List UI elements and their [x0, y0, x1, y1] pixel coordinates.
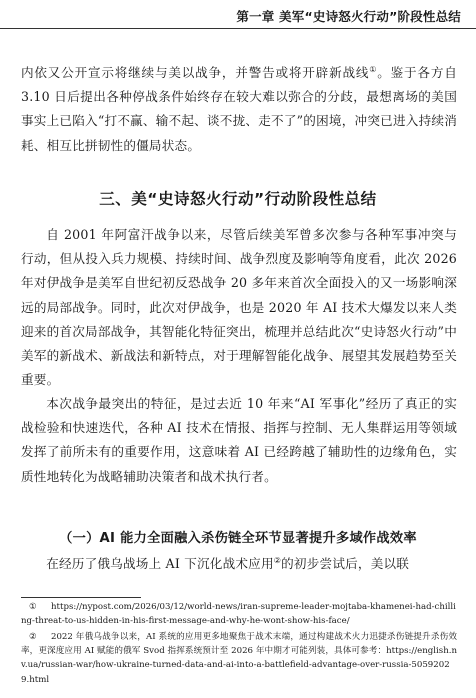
footnote-2-number: ②	[29, 632, 37, 642]
body-paragraph-1	[21, 61, 457, 158]
paragraph-4-text-a: 在经历了俄乌战场上 AI 下沉化战术应用	[46, 556, 274, 571]
footnote-2-text: 2022 年俄乌战争以来，AI 系统的应用更多地聚焦于战术末端，通过构建战术火力迅捷杀伤链提升杀伤效率，更深度应用 AI 赋能的俄军 Svod 指挥系统预计至 2026 年中期才可能列装，具体可参考：https://english.nv.ua/russian-war/how-ukraine-turned-data-and-ai-into-a-battlefield-advantage-over-russia-50592029.html	[21, 632, 457, 685]
body-paragraph-4	[21, 552, 457, 576]
footnote-1-number: ①	[29, 602, 37, 612]
footnote-rule	[21, 597, 141, 598]
paragraph-1-text-a: 内依又公开宣示将继续与美以战争，并警告或将开辟新战线	[21, 65, 370, 80]
footnote-2	[21, 630, 457, 687]
body-paragraph-3: 本次战争最突出的特征，是过去近 10 年来“AI 军事化”经历了真正的实战检验和快速迭代，各种 AI 技术在情报、指挥与控制、无人集群运用等领域发挥了前所未有的重要作用，这意味着 AI 已经跨越了辅助性的边缘角色，实质性地转化为战略辅助决策者和战术执行者。	[21, 396, 457, 484]
paragraph-1-text-b: 。鉴于各方自 3.10 日后提出各种停战条件始终存在较大难以弥合的分歧，最想离场的美国事实上已陷入“打不赢、输不起、谈不拢、走不了”的困境，冲突已进入持续消耗、相互比拼韧性的僵局状态。	[21, 65, 458, 153]
footnote-ref-1[interactable]: ①	[369, 64, 378, 74]
footnote-1	[21, 600, 457, 628]
header-rule	[0, 28, 476, 29]
footnote-1-text[interactable]: https://nypost.com/2026/03/12/world-news/iran-supreme-leader-mojtaba-khamenei-had-chilling-threat-to-us-hidden-in-his-first-message-and-why-he-wont-show-his-face/	[21, 602, 456, 627]
subsection-title: （一）AI 能力全面融入杀伤链全环节显著提升多域作战效率	[59, 531, 417, 546]
running-header: 第一章 美军“史诗怒火行动”阶段性总结	[236, 9, 461, 24]
paragraph-4-text-b: 的初步尝试后，美以联	[281, 556, 410, 571]
body-paragraph-2: 自 2001 年阿富汗战争以来，尽管后续美军曾多次参与各种军事冲突与行动，但从投入兵力规模、持续时间、战争烈度及影响等角度看，此次 2026 年对伊战争是美军自世纪初反恐战争 20 多年来首次全面投入的又一场影响深远的局部战争。同时，此次对伊战争，也是 2020 年 AI 技术大爆发以来人类迎来的首次局部战争，其智能化特征突出，梳理并总结此次“史诗怒火行动”中美军的新战术、新战法和新特点，对于理解智能化战争、展望其发展趋势至关重要。	[21, 227, 457, 388]
section-title: 三、美“史诗怒火行动”行动阶段性总结	[99, 190, 377, 208]
footnote-ref-2[interactable]: ②	[273, 555, 282, 565]
